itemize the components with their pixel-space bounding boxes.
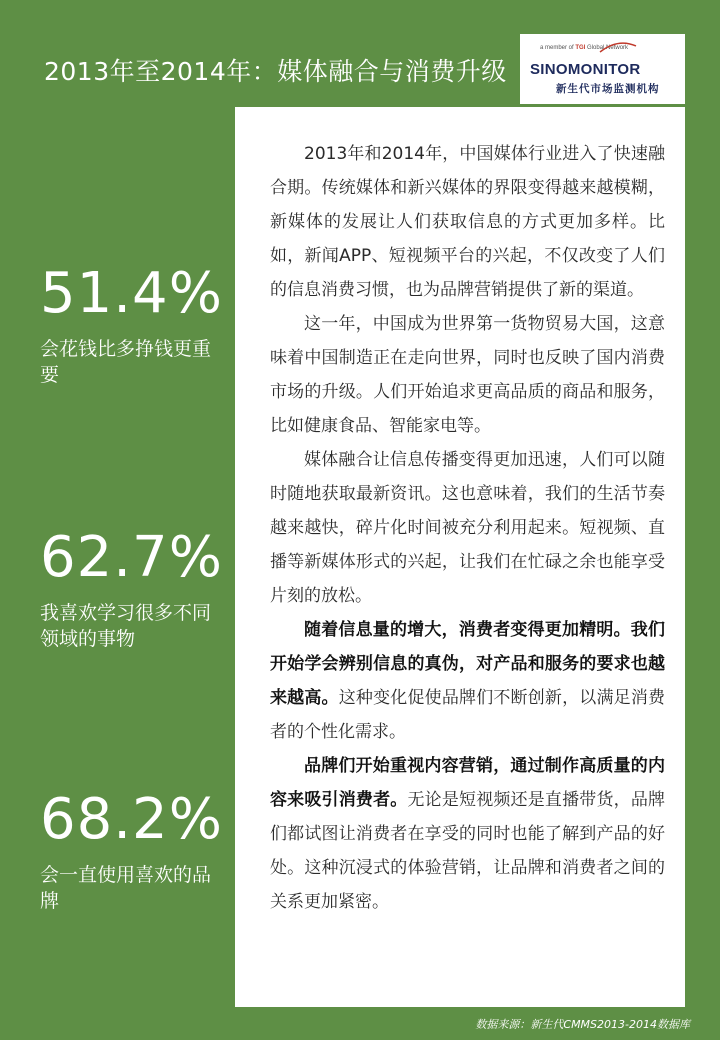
- stat-label: 会一直使用喜欢的品牌: [40, 864, 212, 912]
- logo-swoosh-icon: [598, 40, 638, 54]
- paragraph-text: 这种变化促使品牌们不断创新，以满足消费者的个性化需求。: [270, 688, 666, 742]
- data-source-note: 数据来源：新生代CMMS2013-2014数据库: [475, 1018, 690, 1031]
- paragraph: [270, 613, 665, 749]
- paragraph: [270, 307, 665, 443]
- stat-value: 68.2%: [40, 787, 223, 852]
- paragraph-text: 媒体融合让信息传播变得更加迅速，人们可以随时随地获取最新资讯。这也意味着，我们的生活节奏越来越快，碎片化时间被充分利用起来。短视频、直播等新媒体形式的兴起，让我们在忙碌之余也能享受片刻的放松。: [270, 450, 665, 606]
- sinomonitor-logo: [520, 34, 685, 104]
- paragraph-text: 2013年和2014年，中国媒体行业进入了快速融合期。传统媒体和新兴媒体的界限变得越来越模糊，新媒体的发展让人们获取信息的方式更加多样。比如，新闻APP、短视频平台的兴起，不仅改变了人们的信息消费习惯，也为品牌营销提供了新的渠道。: [270, 144, 665, 300]
- paragraph-emphasis: 品牌们开始重视内容营销，通过制作高质量的内容来吸引消费者。: [270, 756, 665, 810]
- paragraph: [270, 137, 665, 307]
- stat-value: 51.4%: [40, 261, 223, 326]
- logo-name: SINOMONITOR: [530, 61, 641, 78]
- stat-item: [40, 525, 225, 652]
- logo-tagline: a member of TGI Global Network: [540, 45, 629, 51]
- stat-value: 62.7%: [40, 525, 223, 590]
- paragraph-text: 这一年，中国成为世界第一货物贸易大国，这意味着中国制造正在走向世界，同时也反映了国内消费市场的升级。人们开始追求更高品质的商品和服务，比如健康食品、智能家电等。: [270, 314, 665, 436]
- paragraph-text: 无论是短视频还是直播带货，品牌们都试图让消费者在享受的同时也能了解到产品的好处。这种沉浸式的体验营销，让品牌和消费者之间的关系更加紧密。: [270, 790, 666, 912]
- logo-name-cn: 新生代市场监测机构: [556, 83, 660, 95]
- stat-label: 我喜欢学习很多不同领域的事物: [40, 602, 212, 650]
- paragraph: [270, 749, 665, 919]
- paragraph: [270, 443, 665, 613]
- stat-label: 会花钱比多挣钱更重要: [40, 338, 212, 386]
- paragraph-emphasis: 随着信息量的增大，消费者变得更加精明。我们开始学会辨别信息的真伪，对产品和服务的要求也越来越高。: [270, 620, 665, 708]
- stat-item: [40, 787, 225, 914]
- content-panel: [235, 107, 685, 1007]
- stat-item: [40, 261, 225, 388]
- page-title: 2013年至2014年：媒体融合与消费升级: [44, 57, 507, 86]
